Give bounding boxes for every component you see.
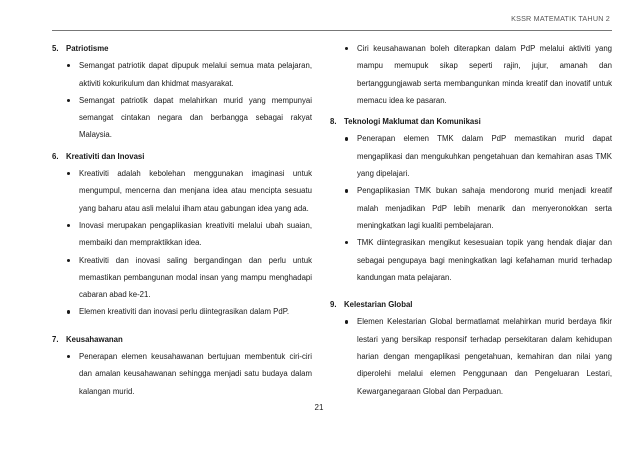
bullet-item: TMK diintegrasikan mengikut kesesuaian topik yang hendak diajar dan sebagai pengupaya bagi meningkatkan lagi kefahaman murid terhadap kandungan mata pelajaran. <box>344 234 612 286</box>
section-8-bullets <box>330 130 612 286</box>
section-title: Teknologi Maklumat dan Komunikasi <box>344 117 481 127</box>
section-title: Patriotisme <box>66 44 109 53</box>
bullet-item: Kreativiti dan inovasi saling bergandingan dan perlu untuk memastikan pembangunan modal insan yang mampu menghadapi cabaran abad ke-21. <box>66 252 312 304</box>
bullet-item: Semangat patriotik dapat melahirkan murid yang mempunyai semangat cintakan negara dan berbangga sebagai rakyat Malaysia. <box>66 92 312 144</box>
section-9-heading <box>330 296 612 313</box>
section-number: 8. <box>330 117 337 127</box>
bullet-item: Penerapan elemen TMK dalam PdP memastikan murid dapat mengaplikasi dan mengukuhkan pengetahuan dan kemahiran asas TMK yang dipelajari. <box>344 130 612 182</box>
bullet-item: Elemen kreativiti dan inovasi perlu diintegrasikan dalam PdP. <box>66 303 312 320</box>
section-7-continued-bullets <box>330 40 612 109</box>
section-9-bullets <box>330 313 612 399</box>
section-7-bullets <box>52 348 312 400</box>
section-number: 7. <box>52 334 59 344</box>
bullet-item: Inovasi merupakan pengaplikasian kreativiti melalui ubah suaian, membaiki dan mempraktikkan idea. <box>66 217 312 252</box>
bullet-item: Ciri keusahawanan boleh diterapkan dalam PdP melalui aktiviti yang mampu memupuk sikap seperti rajin, jujur, amanah dan bertanggungjawab serta membangunkan minda kreatif dan inovatif untuk memacu idea ke pasaran. <box>344 40 612 109</box>
page-header: KSSR MATEMATIK TAHUN 2 <box>511 14 610 23</box>
section-6-heading <box>52 148 312 165</box>
section-number: 6. <box>52 151 59 161</box>
right-column <box>330 40 612 400</box>
section-title: Kreativiti dan Inovasi <box>66 151 145 161</box>
section-6-bullets <box>52 165 312 321</box>
section-5-heading <box>52 40 312 57</box>
bullet-item: Elemen Kelestarian Global bermatlamat melahirkan murid berdaya fikir lestari yang bersikap responsif terhadap persekitaran dalam kehidupan harian dengan mengaplikasi pengetahuan, kemahiran dan nilai yang diperolehi melalui elemen Penggunaan dan Pengeluaran Lestari, Kewarganegaraan Global dan Perpaduan. <box>344 313 612 399</box>
section-number: 9. <box>330 300 337 310</box>
bullet-item: Penerapan elemen keusahawanan bertujuan membentuk ciri-ciri dan amalan keusahawanan sehingga menjadi satu budaya dalam kalangan murid. <box>66 348 312 400</box>
section-title: Kelestarian Global <box>344 300 413 310</box>
section-number: 5. <box>52 44 59 53</box>
section-8-heading <box>330 113 612 130</box>
page-number: 21 <box>314 403 324 412</box>
section-7-heading <box>52 331 312 348</box>
left-column <box>52 40 312 400</box>
section-title: Keusahawanan <box>66 334 123 344</box>
section-5-bullets <box>52 57 312 143</box>
header-rule <box>52 30 612 31</box>
bullet-item: Kreativiti adalah kebolehan menggunakan imaginasi untuk mengumpul, mencerna dan menjana idea atau mencipta sesuatu yang baharu atau asli melalui ilham atau gabungan idea yang ada. <box>66 165 312 217</box>
bullet-item: Semangat patriotik dapat dipupuk melalui semua mata pelajaran, aktiviti kokurikulum dan khidmat masyarakat. <box>66 57 312 92</box>
bullet-item: Pengaplikasian TMK bukan sahaja mendorong murid menjadi kreatif malah menjadikan PdP lebih menarik dan menyeronokkan serta meningkatkan lagi kualiti pembelajaran. <box>344 182 612 234</box>
